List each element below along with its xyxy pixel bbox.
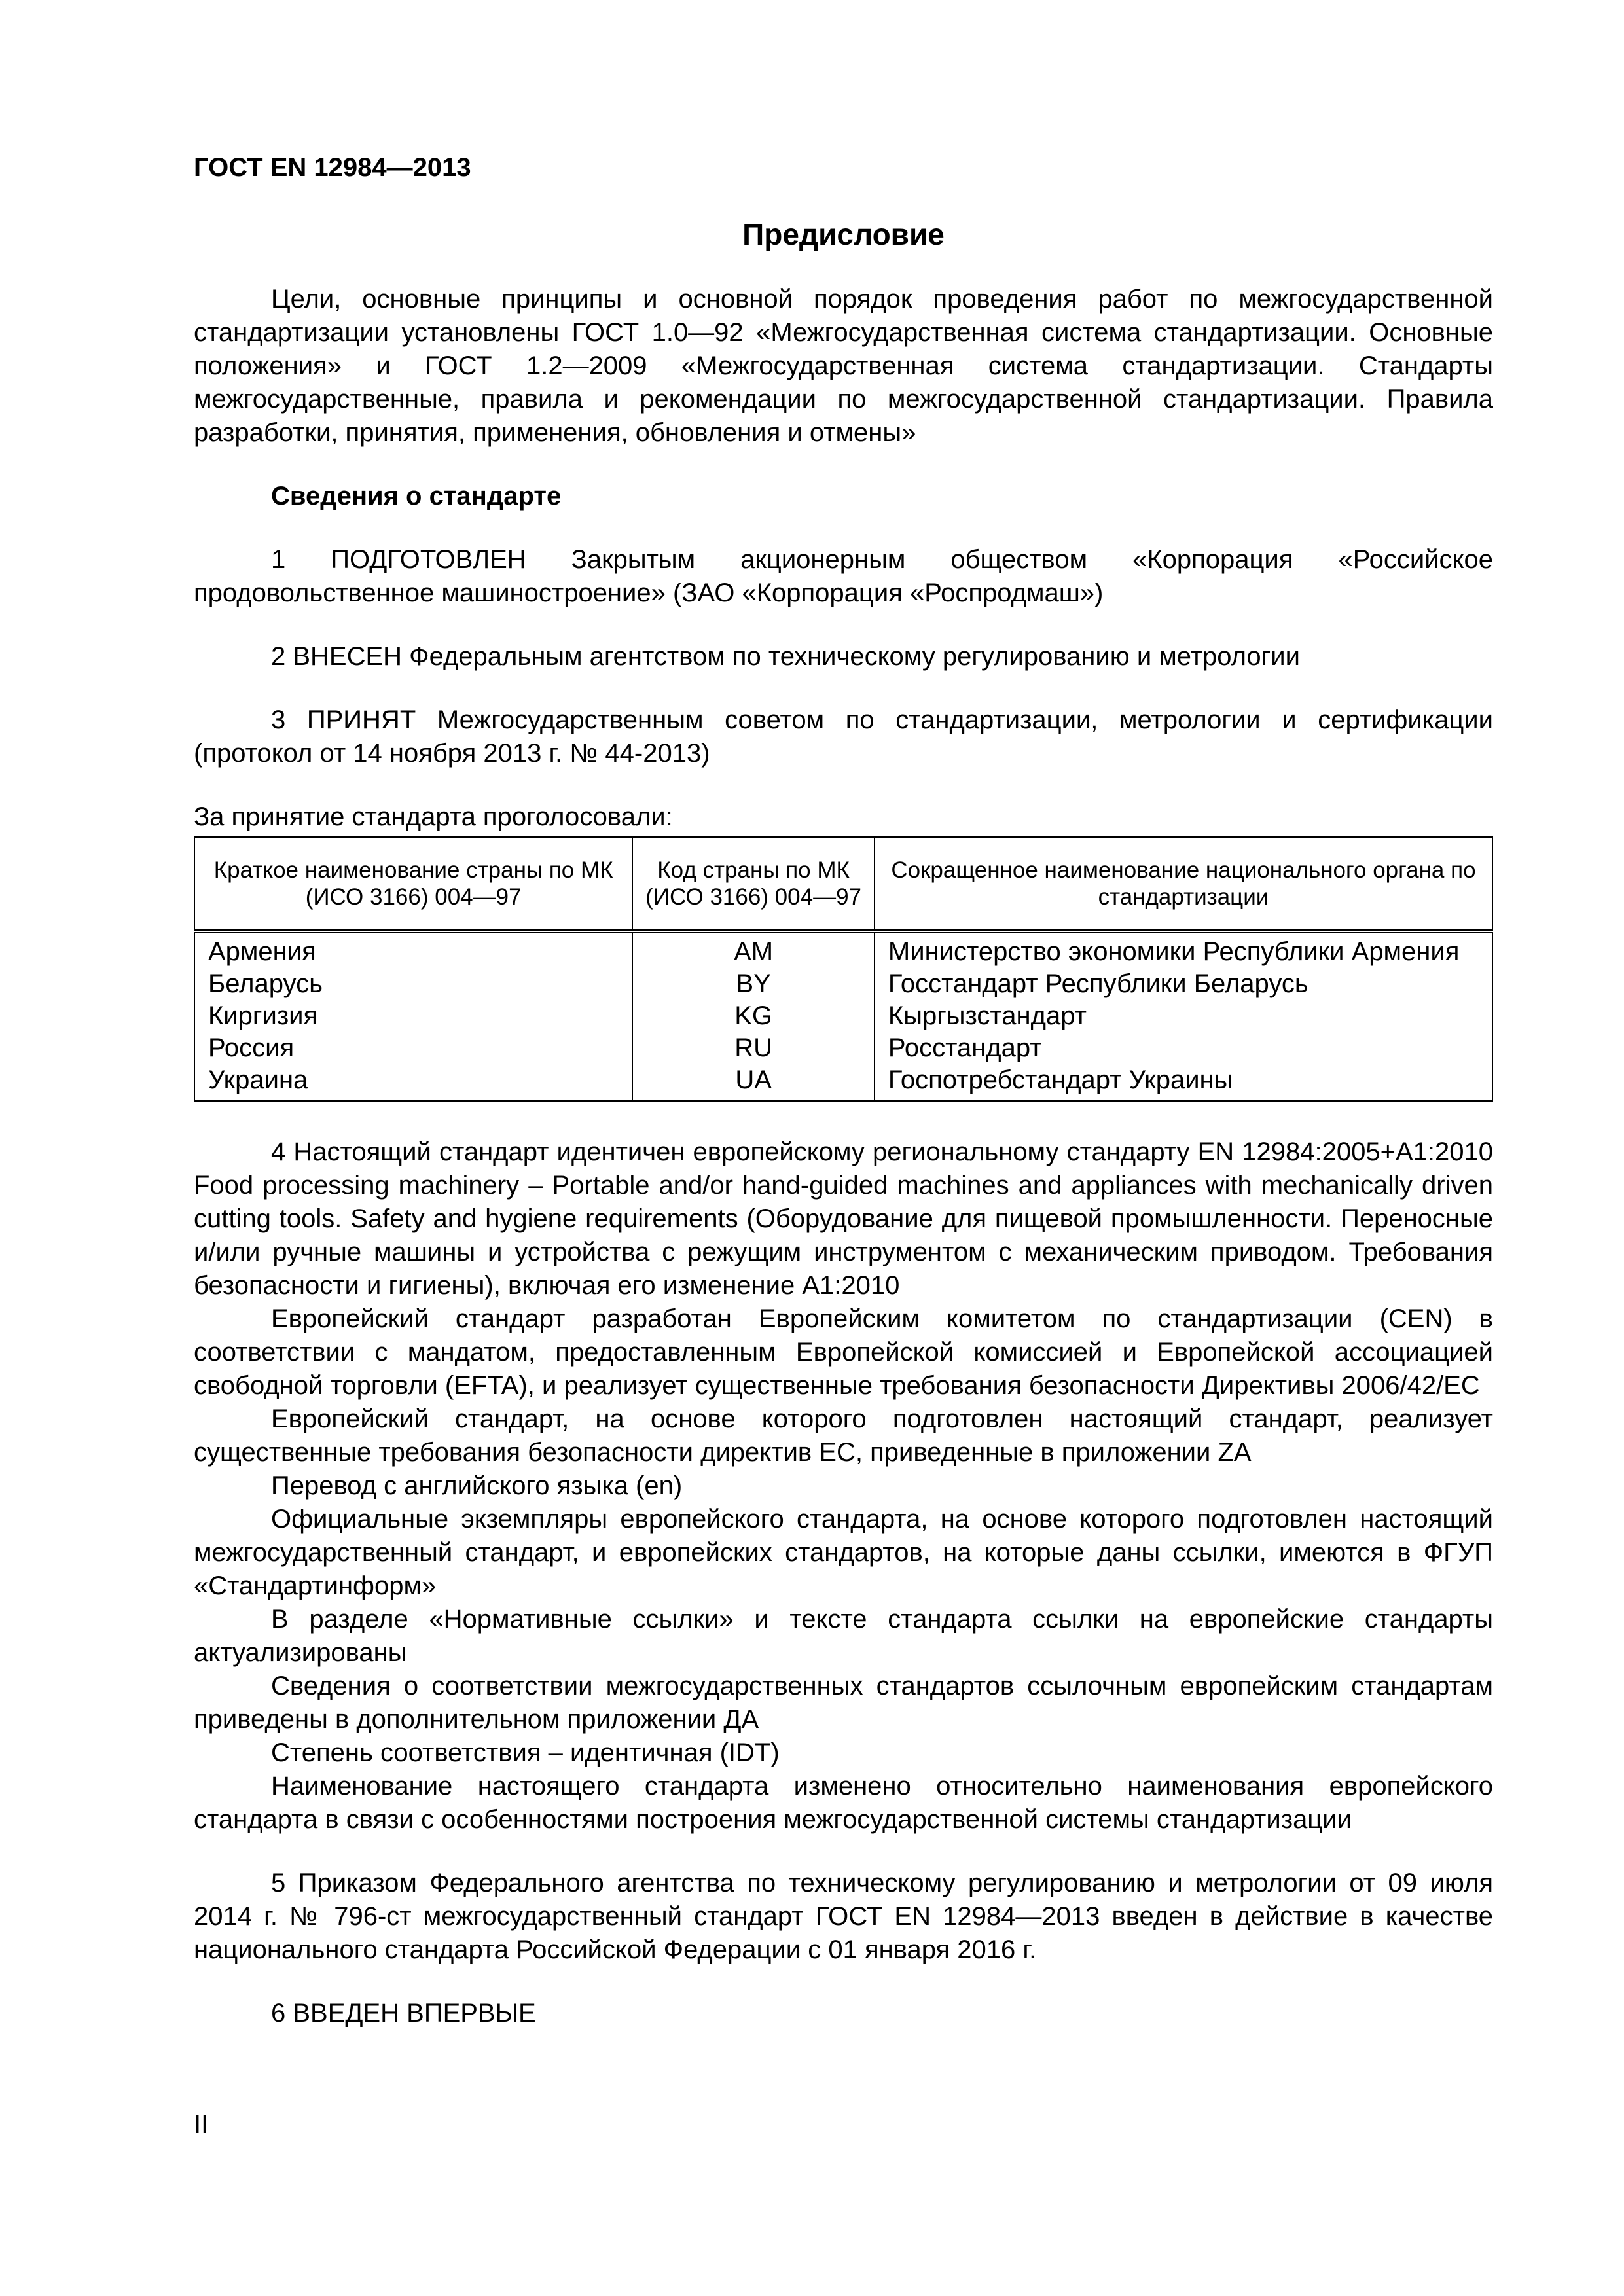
body-cell: Госпотребстандарт Украины — [875, 1064, 1492, 1101]
page-number: II — [194, 2110, 209, 2139]
table-row — [194, 1000, 1492, 1032]
voting-table — [194, 836, 1493, 1102]
item-4-translation-paragraph: Перевод с английского языка (en) — [271, 1471, 683, 1500]
item-6-paragraph: 6 ВВЕДЕН ВПЕРВЫЕ — [271, 1999, 536, 2028]
item-4-paragraph: 4 Настоящий стандарт идентичен европейскому региональному стандарту EN 12984:2005+A1:2010 Food processing machinery – Portable and/or hand-guided machines and appliances with mechanically driven cutting tools. Safety and hygiene requirements (Оборудование для пищевой промышленности. Переносные и/или ручные машины и устройства с режущим инструментом с механическим приводом. Требования безопасности и гигиены), включая его изменение А1:2010 — [194, 1138, 1493, 1300]
intro-paragraph: Цели, основные принципы и основной порядок проведения работ по межгосударственной стандартизации установлены ГОСТ 1.0—92 «Межгосударственная система стандартизации. Основные положения» и ГОСТ 1.2—2009 «Межгосударственная система стандартизации. Стандарты межгосударственные, правила и рекомендации по межгосударственной стандартизации. Правила разработки, принятия, применения, обновления и отмены» — [194, 285, 1493, 447]
country-cell: Армения — [194, 931, 632, 968]
info-heading: Сведения о стандарте — [271, 482, 562, 511]
body-cell: Кыргызстандарт — [875, 1000, 1492, 1032]
table-row — [194, 931, 1492, 968]
country-cell: Украина — [194, 1064, 632, 1101]
item-4-cen-paragraph: Европейский стандарт разработан Европейским комитетом по стандартизации (CEN) в соответствии с мандатом, предоставленным Европейской комиссией и Европейской ассоциацией свободной торговли (EFTA), и реализует существенные требования безопасности Директивы 2006/42/ЕС — [194, 1304, 1493, 1400]
item-2-paragraph: 2 ВНЕСЕН Федеральным агентством по техническому регулированию и метрологии — [271, 642, 1300, 671]
column-header-country: Краткое наименование страны по МК (ИСО 3166) 004—97 — [194, 837, 632, 931]
code-cell: AM — [632, 931, 875, 968]
body-cell: Министерство экономики Республики Армения — [875, 931, 1492, 968]
country-cell: Россия — [194, 1032, 632, 1064]
table-row — [194, 1032, 1492, 1064]
item-5-paragraph: 5 Приказом Федерального агентства по техническому регулированию и метрологии от 09 июля 2014 г. № 796-ст межгосударственный стандарт ГОСТ EN 12984—2013 введен в действие в качестве национального стандарта Российской Федерации с 01 января 2016 г. — [194, 1869, 1493, 1964]
body-cell: Росстандарт — [875, 1032, 1492, 1064]
code-cell: RU — [632, 1032, 875, 1064]
page-title: Предисловие — [742, 217, 945, 251]
item-3-paragraph: 3 ПРИНЯТ Межгосударственным советом по стандартизации, метрологии и сертификации (протокол от 14 ноября 2013 г. № 44-2013) — [194, 706, 1493, 768]
table-row — [194, 968, 1492, 1000]
item-4-name-change-paragraph: Наименование настоящего стандарта изменено относительно наименования европейского стандарта в связи с особенностями построения межгосударственной системы стандартизации — [194, 1772, 1493, 1834]
standard-designation: ГОСТ EN 12984—2013 — [194, 153, 471, 182]
column-header-body: Сокращенное наименование национального органа по стандартизации — [875, 837, 1492, 931]
document-body — [194, 283, 1493, 2030]
item-1-paragraph: 1 ПОДГОТОВЛЕН Закрытым акционерным обществом «Корпорация «Российское продовольственное машиностроение» (ЗАО «Корпорация «Роспродмаш») — [194, 545, 1493, 607]
table-row — [194, 1064, 1492, 1101]
body-cell: Госстандарт Республики Беларусь — [875, 968, 1492, 1000]
code-cell: UA — [632, 1064, 875, 1101]
item-4-directives-paragraph: Европейский стандарт, на основе которого подготовлен настоящий стандарт, реализует существенные требования безопасности директив ЕС, приведенные в приложении ZA — [194, 1405, 1493, 1467]
column-header-code: Код страны по МК (ИСО 3166) 004—97 — [632, 837, 875, 931]
code-cell: BY — [632, 968, 875, 1000]
item-4-correspondence-paragraph: Сведения о соответствии межгосударственных стандартов ссылочным европейским стандартам приведены в дополнительном приложении ДА — [194, 1672, 1493, 1734]
item-4-references-paragraph: В разделе «Нормативные ссылки» и тексте стандарта ссылки на европейские стандарты актуализированы — [194, 1605, 1493, 1667]
table-caption: За принятие стандарта проголосовали: — [194, 802, 673, 831]
item-4-copies-paragraph: Официальные экземпляры европейского стандарта, на основе которого подготовлен настоящий межгосударственный стандарт, и европейских стандартов, на которые даны ссылки, имеются в ФГУП «Стандартинформ» — [194, 1505, 1493, 1600]
item-4-degree-paragraph: Степень соответствия – идентичная (IDT) — [271, 1738, 780, 1767]
country-cell: Беларусь — [194, 968, 632, 1000]
table-header-row — [194, 837, 1492, 931]
code-cell: KG — [632, 1000, 875, 1032]
country-cell: Киргизия — [194, 1000, 632, 1032]
